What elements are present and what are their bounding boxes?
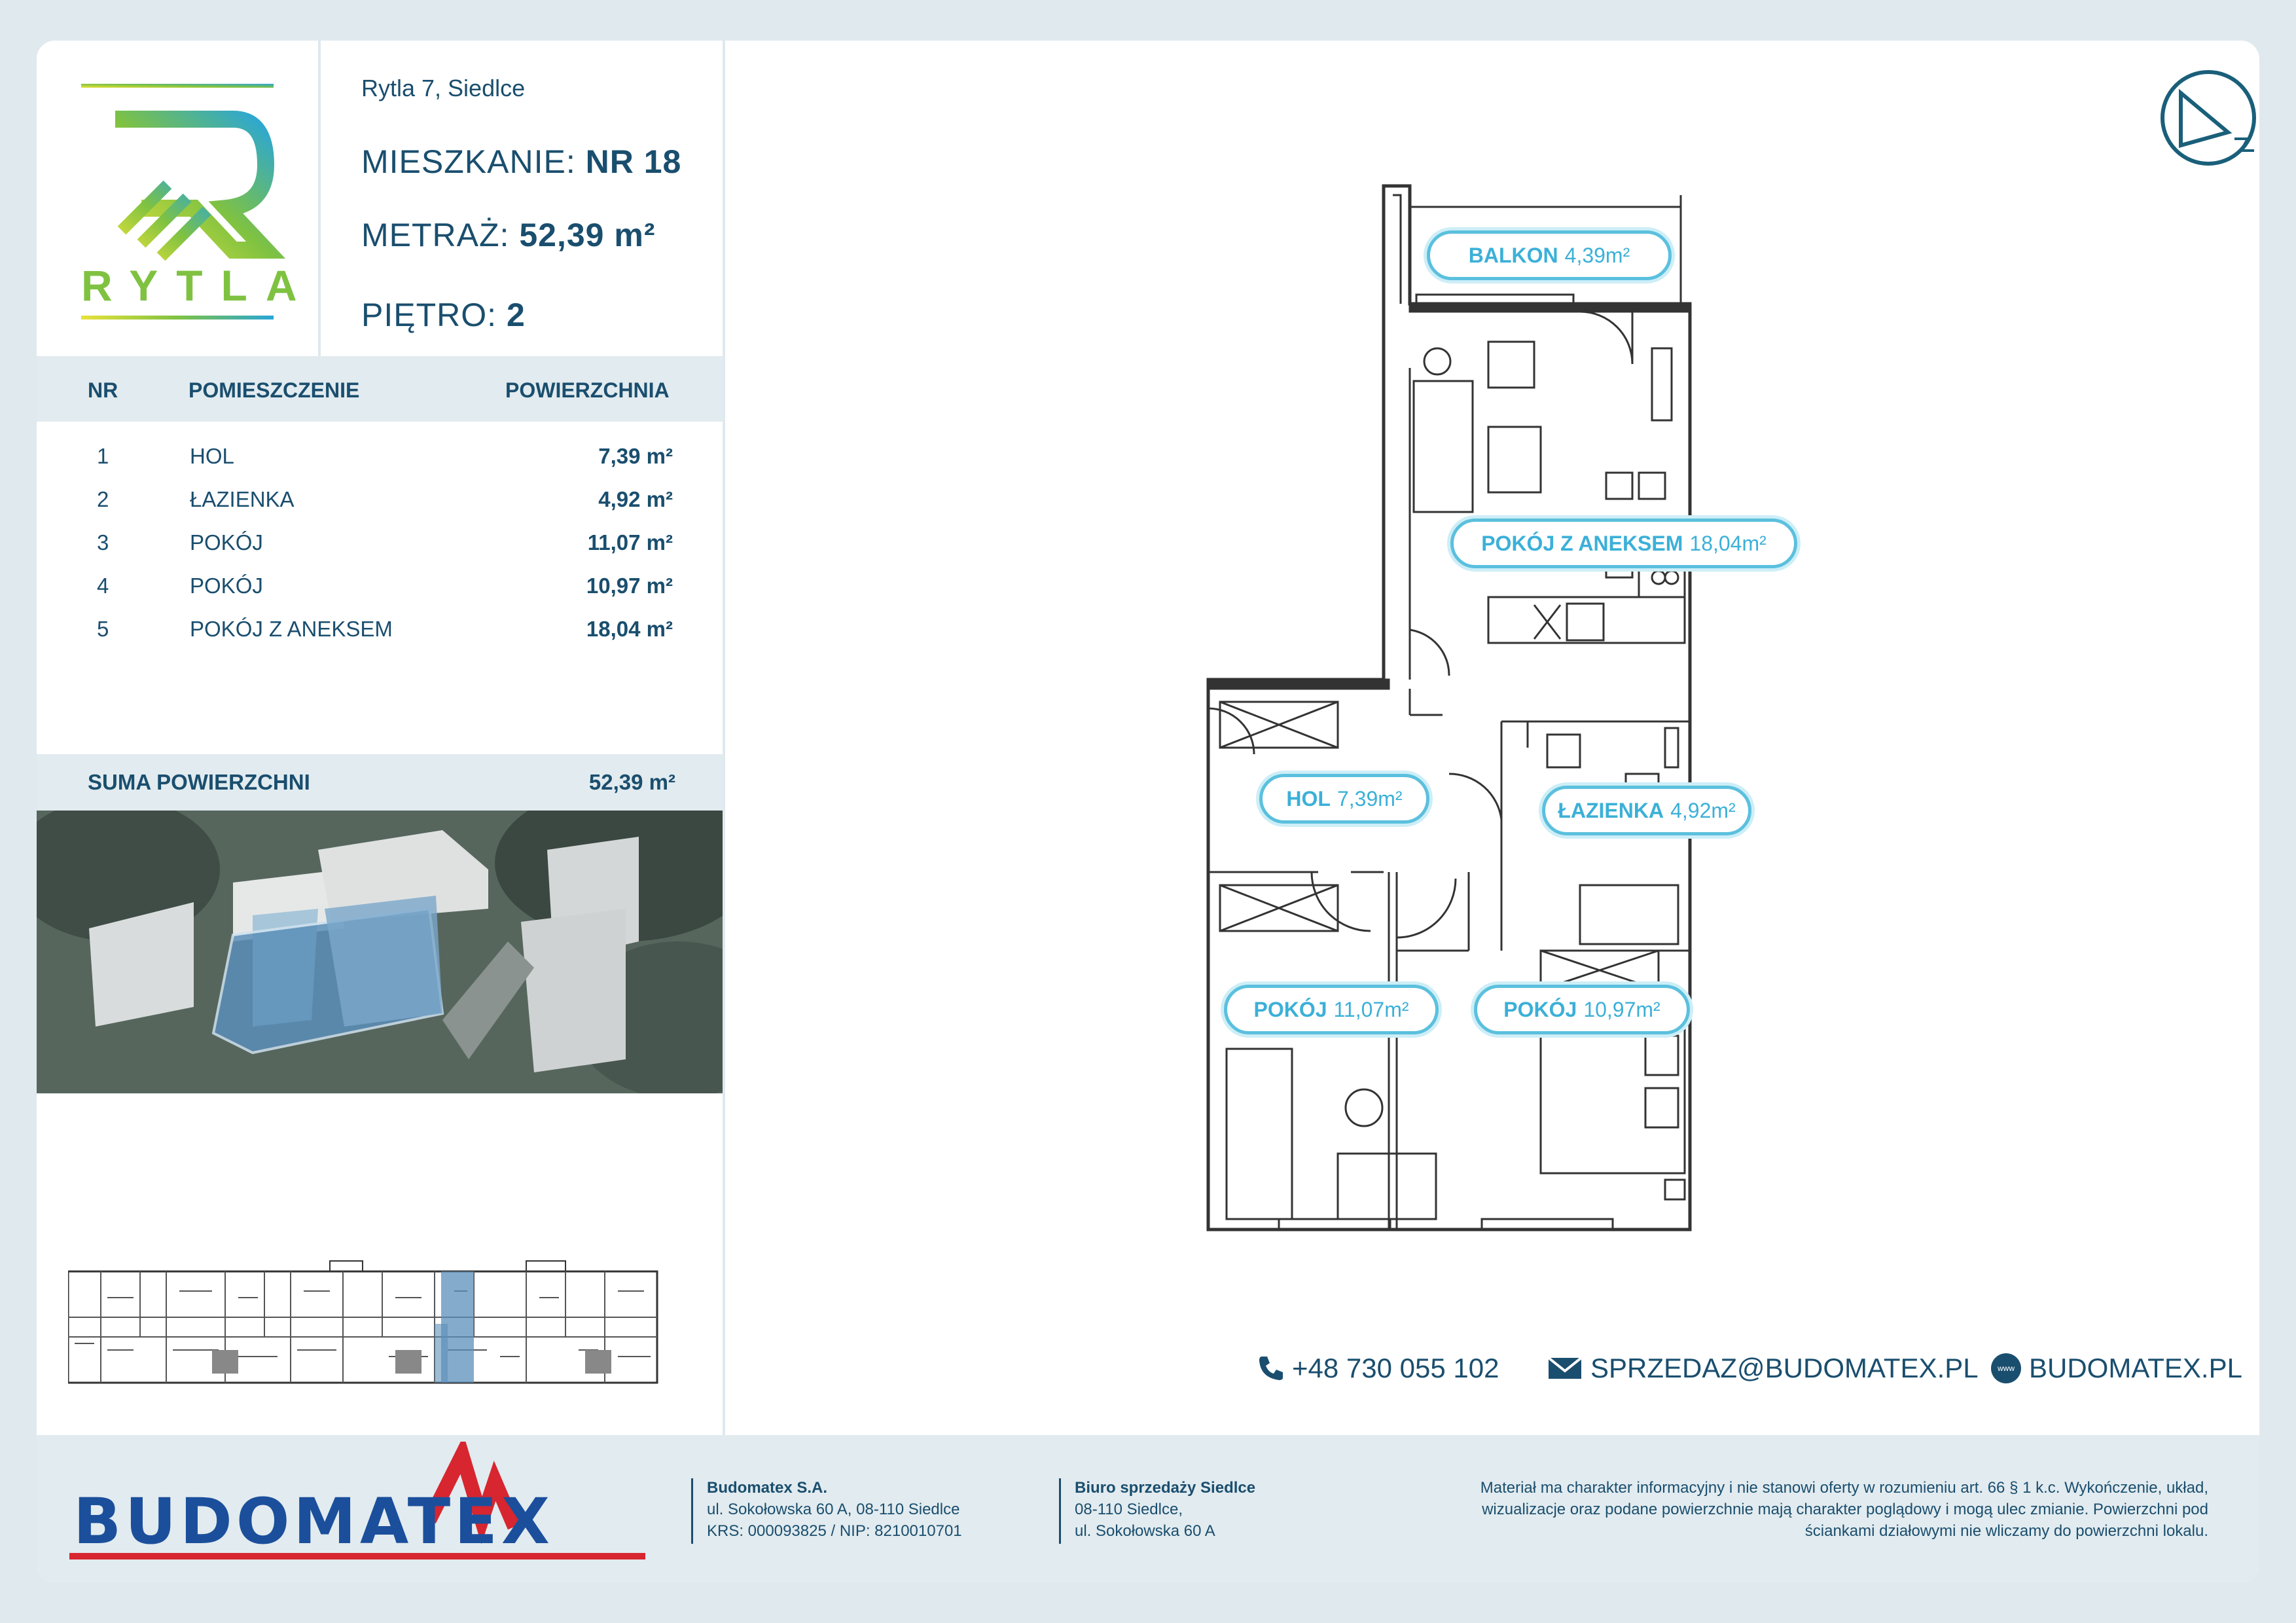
floor-number [361, 296, 526, 334]
table-row [37, 479, 723, 522]
room-tag-balkon [1427, 230, 1672, 280]
row-name: HOL [190, 444, 234, 468]
contact-email[interactable] [1547, 1353, 1979, 1384]
row-area: 10,97 m² [586, 574, 673, 598]
row-nr: 4 [97, 574, 109, 598]
room-area: 18,04m² [1689, 531, 1767, 555]
office-street: ul. Sokołowska 60 A [1075, 1522, 1215, 1540]
room-tag-hol [1259, 774, 1429, 824]
room-tag-pokoj-2 [1474, 985, 1690, 1034]
area-value: 52,39 m² [519, 217, 656, 253]
divider [691, 1478, 693, 1544]
row-nr: 1 [97, 444, 109, 468]
budomatex-wordmark: BUDOMATEX [73, 1485, 554, 1558]
room-name: ŁAZIENKA [1558, 798, 1664, 822]
email-address[interactable]: SPRZEDAZ@BUDOMATEX.PL [1590, 1353, 1979, 1383]
room-area: 7,39m² [1336, 786, 1403, 811]
contact-phone[interactable] [1257, 1353, 1499, 1384]
row-name: POKÓJ [190, 574, 263, 598]
row-nr: 3 [97, 530, 109, 555]
north-arrow-icon [2162, 72, 2254, 164]
floor-keyplan [68, 1258, 670, 1393]
col-nr: NR [88, 378, 118, 402]
col-room: POMIESZCZENIE [188, 378, 360, 402]
office-city: 08-110 Siedlce, [1075, 1501, 1183, 1518]
room-tag-lazienka [1542, 786, 1751, 835]
company-ids: KRS: 000093825 / NIP: 8210010701 [707, 1522, 962, 1540]
floor-label: PIĘTRO: [361, 297, 497, 333]
row-area: 4,92 m² [598, 487, 673, 511]
col-area: POWIERZCHNIA [505, 378, 670, 402]
row-name: POKÓJ Z ANEKSEM [190, 617, 393, 641]
divider [1059, 1478, 1061, 1544]
room-name: HOL [1286, 786, 1331, 811]
room-area: 4,39m² [1564, 243, 1630, 267]
disclaimer-line: Materiał ma charakter informacyjny i nie stanowi oferty w rozumieniu art. 66 § 1 k.c. Wykończenie, układ, [1480, 1479, 2208, 1497]
company-name: Budomatex S.A. [707, 1479, 828, 1497]
table-row [37, 522, 723, 566]
office-name: Biuro sprzedaży Siedlce [1075, 1479, 1256, 1497]
sum-label: SUMA POWIERZCHNI [88, 770, 310, 794]
row-area: 11,07 m² [587, 530, 673, 555]
rytla-wordmark: RYTLA [81, 261, 315, 310]
phone-icon [1257, 1354, 1285, 1383]
room-name: BALKON [1468, 243, 1558, 267]
table-row [37, 566, 723, 609]
rytla-r-icon [37, 41, 318, 263]
sum-value: 52,39 m² [588, 770, 675, 794]
aerial-photo [37, 811, 723, 1093]
floor-value: 2 [506, 297, 526, 333]
building-keyplan-image [68, 1258, 670, 1389]
contact-web[interactable] [1991, 1353, 2242, 1384]
room-tag-pokoj-1 [1224, 985, 1439, 1034]
phone-number[interactable]: +48 730 055 102 [1292, 1353, 1499, 1383]
table-header [37, 356, 723, 422]
table-row [37, 436, 723, 479]
aerial-buildings-image [37, 811, 723, 1093]
company-address: ul. Sokołowska 60 A, 08-110 Siedlce [707, 1501, 960, 1518]
floor-plan [723, 41, 2259, 1435]
disclaimer-line: wizualizacje oraz podane powierzchnie mają charakter poglądowy i mogą ulec zmianie. Powierzchni pod [1482, 1501, 2208, 1518]
disclaimer-line: ściankami działowymi nie wliczamy do powierzchni lokalu. [1804, 1522, 2208, 1540]
area-label: METRAŻ: [361, 217, 510, 253]
logo-underline [81, 316, 274, 319]
apartment-number [361, 143, 681, 181]
row-nr: 5 [97, 617, 109, 641]
row-area: 18,04 m² [586, 617, 673, 641]
apartment-label: MIESZKANIE: [361, 143, 576, 180]
area-sum [37, 754, 723, 811]
disclaimer [1480, 1477, 2208, 1542]
apartment-value: NR 18 [585, 143, 682, 180]
company-info [707, 1477, 962, 1542]
web-icon: www [1991, 1353, 2021, 1383]
row-nr: 2 [97, 487, 109, 511]
room-name: POKÓJ [1503, 997, 1577, 1021]
room-name: POKÓJ Z ANEKSEM [1481, 531, 1683, 555]
rytla-logo [37, 41, 321, 356]
info-panel [37, 41, 725, 1435]
row-name: POKÓJ [190, 530, 263, 555]
room-name: POKÓJ [1253, 997, 1327, 1021]
footer [37, 1435, 2259, 1583]
room-area: 4,92m² [1670, 798, 1736, 822]
website[interactable]: BUDOMATEX.PL [2029, 1353, 2242, 1383]
row-area: 7,39 m² [598, 444, 673, 468]
mail-icon [1547, 1355, 1583, 1381]
row-name: ŁAZIENKA [190, 487, 295, 511]
room-area: 10,97m² [1583, 997, 1660, 1021]
table-row [37, 609, 723, 652]
office-info [1075, 1477, 1255, 1542]
address: Rytla 7, Siedlce [361, 75, 526, 101]
area-total [361, 216, 655, 254]
room-tag-salon [1450, 519, 1797, 568]
room-area: 11,07m² [1333, 997, 1409, 1021]
brochure-card [37, 41, 2259, 1583]
